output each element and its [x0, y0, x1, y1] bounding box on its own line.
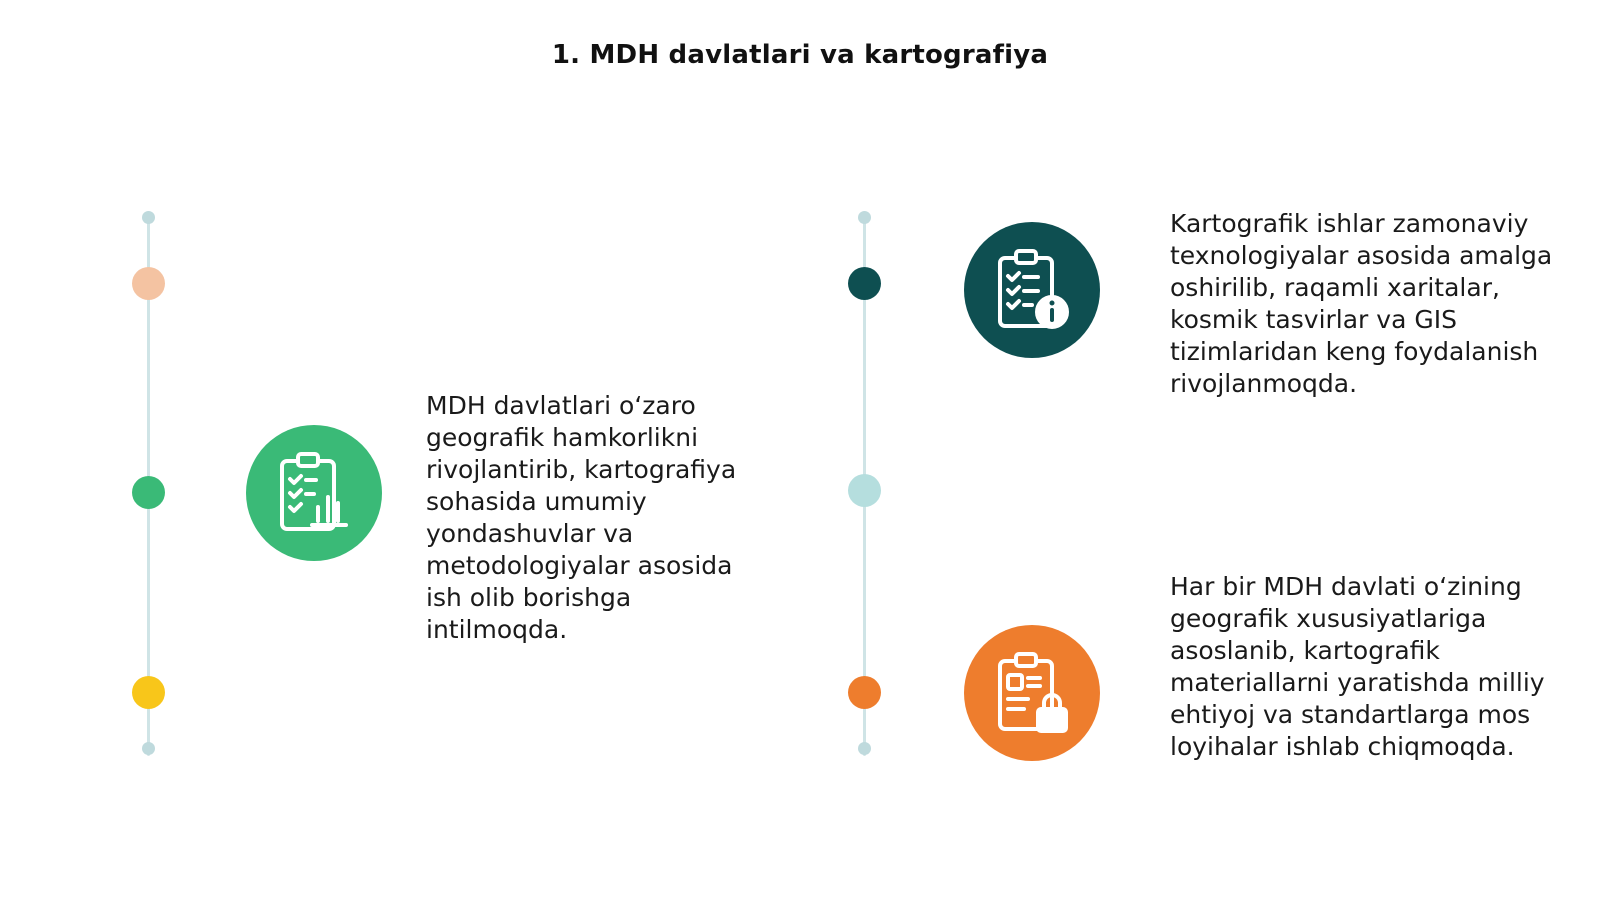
timeline-start-cap	[142, 211, 155, 224]
timeline-end-cap	[858, 742, 871, 755]
slide-title: 1. MDH davlatlari va kartografiya	[551, 40, 1049, 70]
clipboard-chart-icon	[246, 425, 382, 561]
timeline-dot-orange	[848, 676, 881, 709]
clipboard-info-icon	[964, 222, 1100, 358]
item-text-1: MDH davlatlari oʻzaro geografik hamkorlikni rivojlantirib, kartografiya sohasida umumiy yondashuvlar va metodologiyalar asosida ish olib borishga intilmoqda.	[426, 391, 737, 644]
item-text-2: Kartografik ishlar zamonaviy texnologiyalar asosida amalga oshirilib, raqamli xaritalar, kosmik tasvirlar va GIS tizimlaridan keng foydalanish rivojlanmoqda.	[1170, 209, 1553, 398]
middle-timeline	[845, 210, 885, 770]
timeline-start-cap	[858, 211, 871, 224]
timeline-end-cap	[142, 742, 155, 755]
timeline-dot-peach	[132, 267, 165, 300]
item-text-3: Har bir MDH davlati oʻzining geografik xususiyatlariga asoslanib, kartografik materiallarni yaratishda milliy ehtiyoj va standartlarga mos loyihalar ishlab chiqmoqda.	[1170, 572, 1545, 761]
timeline-dot-yellow	[132, 676, 165, 709]
clipboard-lock-icon	[964, 625, 1100, 761]
timeline-dot-dark-teal	[848, 267, 881, 300]
timeline-dot-light-teal	[848, 474, 881, 507]
timeline-dot-green	[132, 476, 165, 509]
left-timeline	[129, 210, 169, 770]
